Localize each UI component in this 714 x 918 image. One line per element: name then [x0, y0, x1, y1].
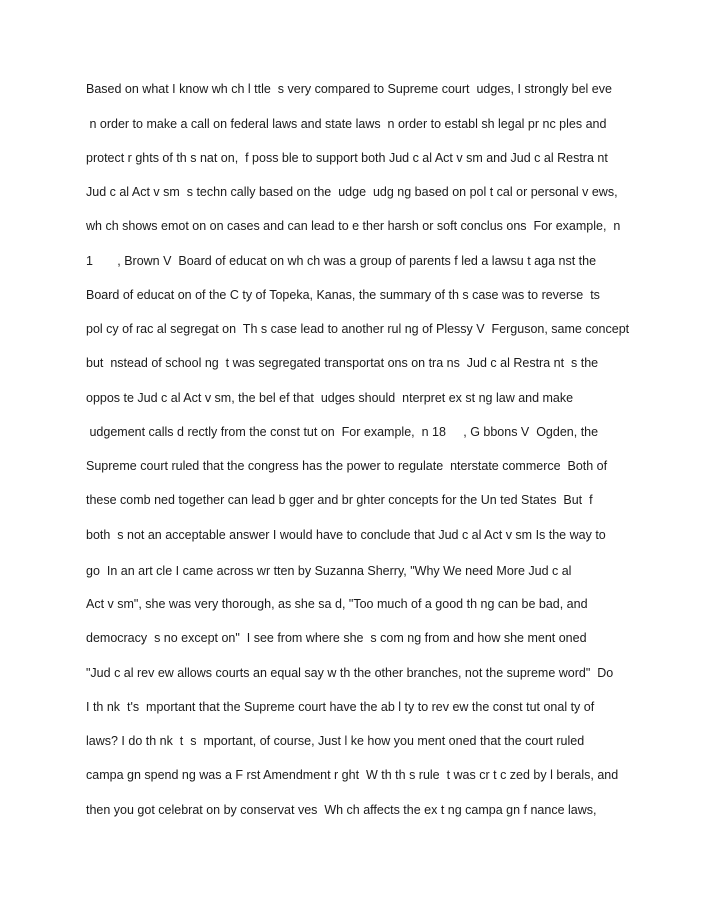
text-line: I th nk t's mportant that the Supreme court have the ab l ty to rev ew the const tut onal ty of — [86, 700, 595, 714]
text-line: Act v sm", she was very thorough, as she sa d, "Too much of a good th ng can be bad, and — [86, 597, 588, 611]
text-line: Board of educat on of the C ty of Topeka, Kanas, the summary of th s case was to reverse ts — [86, 288, 600, 302]
text-line: Based on what I know wh ch l ttle s very compared to Supreme court udges, I strongly bel eve — [86, 82, 612, 96]
text-line: democracy s no except on" I see from where she s com ng from and how she ment oned — [86, 631, 587, 645]
text-line: but nstead of school ng t was segregated transportat ons on tra ns Jud c al Restra nt s the — [86, 356, 599, 370]
text-line: go In an art cle I came across wr tten by Suzanna Sherry, "Why We need More Jud c al — [86, 564, 572, 578]
text-line: Supreme court ruled that the congress has the power to regulate nterstate commerce Both of — [86, 459, 608, 473]
text-line: wh ch shows emot on on cases and can lead to e ther harsh or soft conclus ons For example, n — [86, 219, 621, 233]
text-line: protect r ghts of th s nat on, f poss ble to support both Jud c al Act v sm and Jud c al Restra nt — [86, 151, 608, 165]
text-line: Jud c al Act v sm s techn cally based on the udge udg ng based on pol t cal or personal v ews, — [86, 185, 618, 199]
text-line: pol cy of rac al segregat on Th s case lead to another rul ng of Plessy V Ferguson, same concept — [86, 322, 630, 336]
text-line: 1 , Brown V Board of educat on wh ch was a group of parents f led a lawsu t aga nst the — [86, 254, 597, 268]
text-line: udgement calls d rectly from the const tut on For example, n 18 , G bbons V Ogden, the — [86, 425, 599, 439]
text-line: oppos te Jud c al Act v sm, the bel ef that udges should nterpret ex st ng law and make — [86, 391, 574, 405]
text-line: these comb ned together can lead b gger and br ghter concepts for the Un ted States But f — [86, 493, 593, 507]
text-line: campa gn spend ng was a F rst Amendment r ght W th th s rule t was cr t c zed by l berals, and — [86, 768, 619, 782]
text-line: then you got celebrat on by conservat ves Wh ch affects the ex t ng campa gn f nance laws, — [86, 803, 597, 817]
text-line: "Jud c al rev ew allows courts an equal say w th the other branches, not the supreme word" Do — [86, 666, 614, 680]
text-line: both s not an acceptable answer I would have to conclude that Jud c al Act v sm Is the way to — [86, 528, 606, 542]
text-line: n order to make a call on federal laws and state laws n order to establ sh legal pr nc ples and — [86, 117, 607, 131]
text-line: laws? I do th nk t s mportant, of course, Just l ke how you ment oned that the court ruled — [86, 734, 585, 748]
